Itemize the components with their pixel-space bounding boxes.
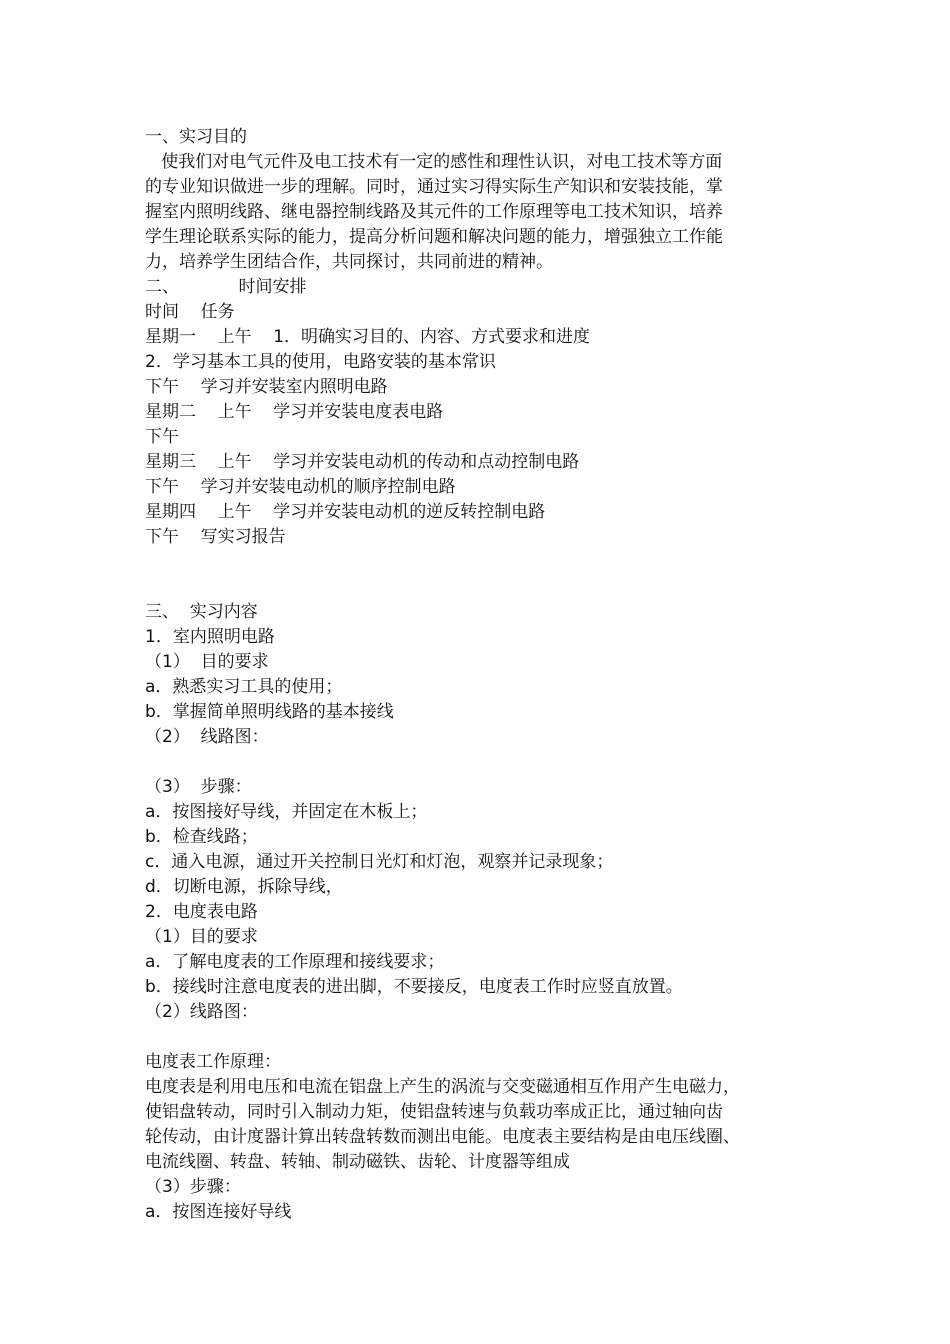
purpose-line: 学生理论联系实际的能力，提高分析问题和解决问题的能力，增强独立工作能 [145, 227, 723, 247]
schedule-line: 星期四 上午 学习并安装电动机的逆反转控制电路 [145, 502, 546, 522]
purpose-line: 的专业知识做进一步的理解。同时，通过实习得实际生产知识和安装技能，掌 [145, 177, 723, 197]
content-line: c．通入电源，通过开关控制日光灯和灯泡，观察并记录现象； [145, 852, 614, 872]
blank-line [145, 1025, 810, 1050]
schedule-line: 时间 任务 [145, 302, 235, 322]
purpose-line: 握室内照明线路、继电器控制线路及其元件的工作原理等电工技术知识，培养 [145, 202, 723, 222]
content-line: b．接线时注意电度表的进出脚，不要接反，电度表工作时应竖直放置。 [145, 977, 683, 997]
schedule-line: 下午 写实习报告 [145, 527, 286, 547]
schedule-line: 2．学习基本工具的使用，电路安装的基本常识 [145, 352, 496, 372]
content-line: a．了解电度表的工作原理和接线要求； [145, 952, 445, 972]
blank-line [145, 575, 810, 600]
meter-steps-section [145, 1175, 810, 1225]
schedule-line: 下午 [145, 427, 179, 447]
purpose-paragraph [145, 150, 810, 275]
schedule-line: 下午 学习并安装室内照明电路 [145, 377, 388, 397]
content-line: （3） 步骤： [145, 777, 252, 797]
content-line: （2） 线路图： [145, 727, 269, 747]
content-line: b．检查线路； [145, 827, 258, 847]
content-line: 1．室内照明电路 [145, 627, 275, 647]
document-page [145, 125, 810, 1225]
purpose-line: 力，培养学生团结合作，共同探讨，共同前进的精神。 [145, 252, 553, 272]
schedule-line: 星期二 上午 学习并安装电度表电路 [145, 402, 444, 422]
section-heading-purpose: 一、实习目的 [145, 127, 247, 147]
principle-line: 电流线圈、转盘、转轴、制动磁铁、齿轮、计度器等组成 [145, 1152, 570, 1172]
content-line: （1） 目的要求 [145, 652, 269, 672]
content-line: （2）线路图： [145, 1002, 258, 1022]
principle-paragraph [145, 1075, 810, 1175]
schedule-line: 下午 学习并安装电动机的顺序控制电路 [145, 477, 456, 497]
content-line: d．切断电源，拆除导线， [145, 877, 343, 897]
content-line: a．按图连接好导线 [145, 1202, 292, 1222]
principle-line: 轮传动，由计度器计算出转盘转数而测出电能。电度表主要结构是由电压线圈、 [145, 1127, 740, 1147]
content-line: （3）步骤： [145, 1177, 241, 1197]
schedule-line: 星期三 上午 学习并安装电动机的传动和点动控制电路 [145, 452, 580, 472]
content-line: 2．电度表电路 [145, 902, 258, 922]
principle-line: 电度表是利用电压和电流在铝盘上产生的涡流与交变磁通相互作用产生电磁力， [145, 1077, 740, 1097]
lighting-steps-and-meter-section [145, 775, 810, 1025]
content-line: （1）目的要求 [145, 927, 258, 947]
content-line: a．按图接好导线，并固定在木板上； [145, 802, 428, 822]
principle-line: 使铝盘转动，同时引入制动力矩，使铝盘转速与负载功率成正比，通过轴向齿 [145, 1102, 723, 1122]
section-heading-content: 三、 实习内容 [145, 602, 258, 622]
lighting-circuit-section [145, 625, 810, 750]
schedule-list [145, 300, 810, 550]
principle-heading: 电度表工作原理： [145, 1052, 281, 1072]
schedule-line: 星期一 上午 1．明确实习目的、内容、方式要求和进度 [145, 327, 591, 347]
blank-line [145, 750, 810, 775]
content-line: b．掌握简单照明线路的基本接线 [145, 702, 394, 722]
purpose-line: 使我们对电气元件及电工技术有一定的感性和理性认识，对电工技术等方面 [145, 152, 723, 172]
content-line: a．熟悉实习工具的使用； [145, 677, 343, 697]
blank-line [145, 550, 810, 575]
section-heading-schedule: 二、 时间安排 [145, 277, 307, 297]
